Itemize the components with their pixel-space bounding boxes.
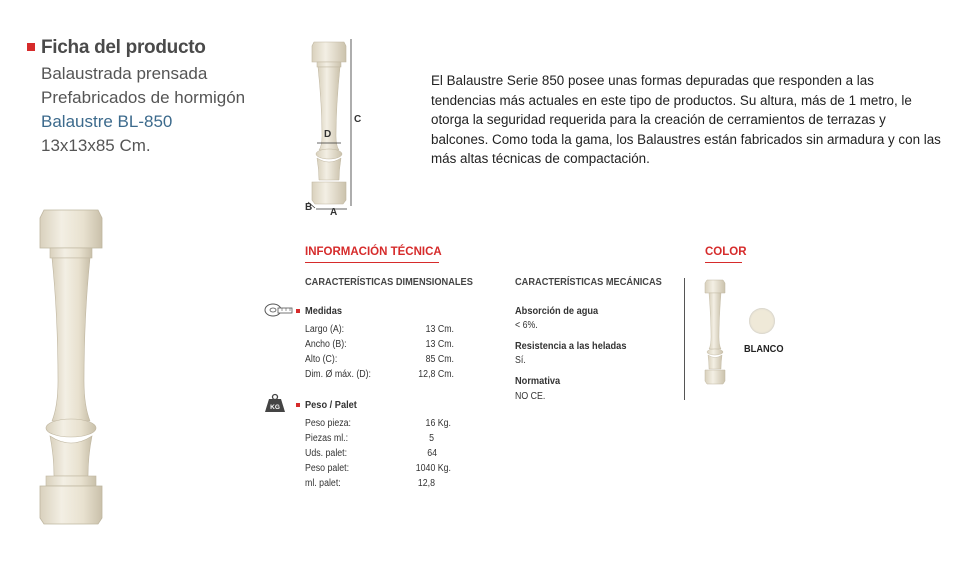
dimension-c-label: C	[354, 114, 362, 125]
dimension-diagram	[300, 36, 370, 222]
medidas-row-value: 85 Cm.	[425, 354, 454, 365]
color-name: BLANCO	[744, 343, 784, 355]
mechanical-label: Normativa	[515, 375, 561, 387]
product-category: Prefabricados de hormigón	[41, 88, 246, 107]
weight-icon-text: KG	[270, 404, 280, 411]
product-name: Balaustre BL-850	[41, 112, 173, 131]
peso-row-value: 12,8	[417, 478, 435, 489]
peso-row-value: 5	[429, 433, 434, 444]
color-product-image	[704, 279, 726, 385]
mechanical-value: < 6%.	[515, 320, 538, 331]
medidas-heading: Medidas	[305, 305, 342, 317]
peso-row-label: ml. palet:	[305, 478, 341, 489]
color-heading: COLOR	[705, 246, 747, 258]
peso-row-label: Peso pieza:	[305, 418, 351, 429]
medidas-row-label: Dim. Ø máx. (D):	[305, 369, 371, 380]
medidas-row-value: 12,8 Cm.	[418, 369, 454, 380]
medidas-row-label: Largo (A):	[305, 324, 345, 335]
medidas-row-label: Alto (C):	[305, 354, 338, 365]
peso-row-label: Piezas ml.:	[305, 433, 349, 444]
page-title: Ficha del producto	[41, 37, 206, 58]
peso-row-value: 16 Kg.	[425, 418, 451, 429]
tape-measure-icon	[264, 302, 294, 318]
medidas-bullet	[296, 309, 300, 313]
dimensional-heading: CARACTERÍSTICAS DIMENSIONALES	[305, 276, 473, 288]
color-underline	[705, 262, 742, 263]
mechanical-value: Sí.	[515, 355, 526, 366]
title-bullet	[27, 43, 35, 51]
product-image	[36, 206, 106, 528]
medidas-row-label: Ancho (B):	[305, 339, 347, 350]
color-swatch	[749, 308, 775, 334]
mechanical-value: NO CE.	[515, 391, 546, 402]
peso-row-value: 1040 Kg.	[415, 463, 451, 474]
product-description: El Balaustre Serie 850 posee unas formas depuradas que responden a las tendencias más actuales en este tipo de productos. Su altura, más de 1 metro, le otorga la seguridad requerida para la creación de cerramientos de terrazas y balcones. Como toda la gama, los Balaustres están fabricados sin armadura y con las más altas técnicas de compactación.	[431, 73, 941, 167]
dimension-d-label: D	[324, 129, 332, 140]
technical-info-heading: INFORMACIÓN TÉCNICA	[305, 246, 442, 258]
medidas-row-value: 13 Cm.	[425, 339, 454, 350]
dimension-a-label: A	[330, 207, 338, 218]
peso-row-label: Uds. palet:	[305, 448, 348, 459]
peso-row-value: 64	[427, 448, 437, 459]
weight-icon	[264, 393, 286, 413]
mechanical-heading: CARACTERÍSTICAS MECÁNICAS	[515, 276, 662, 288]
mechanical-label: Resistencia a las heladas	[515, 340, 627, 352]
medidas-row-value: 13 Cm.	[425, 324, 454, 335]
mechanical-label: Absorción de agua	[515, 305, 599, 317]
dimension-b-label: B	[305, 202, 313, 213]
peso-heading: Peso / Palet	[305, 399, 357, 411]
peso-row-label: Peso palet:	[305, 463, 350, 474]
peso-bullet	[296, 403, 300, 407]
product-line: Balaustrada prensada	[41, 64, 208, 83]
technical-info-underline	[305, 262, 439, 263]
product-size: 13x13x85 Cm.	[41, 136, 151, 155]
section-divider	[684, 278, 685, 400]
